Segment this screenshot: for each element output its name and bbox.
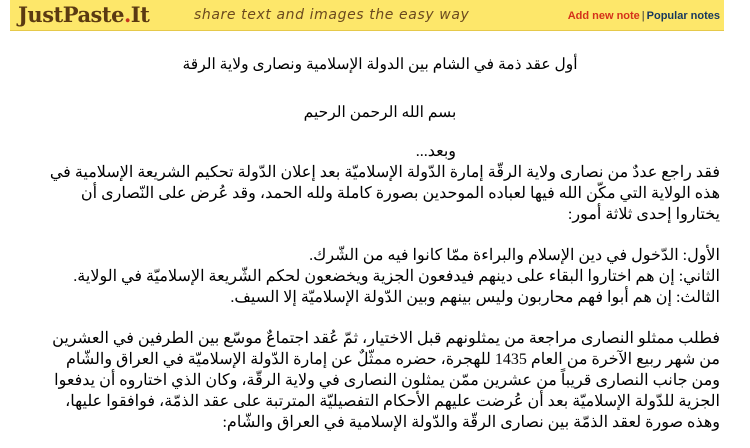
- logo-tail-text: It: [130, 2, 150, 27]
- site-logo[interactable]: [18, 4, 149, 26]
- document-title: أول عقد ذمة في الشام بين الدولة الإسلامية ونصارى ولاية الرقة: [182, 56, 578, 73]
- nav-separator: |: [641, 10, 645, 22]
- option-second: الثاني: إن هم اختاروا البقاء على دينهم فيدفعون الجزية ويخضعون لحكم الشّريعة الإسلاميّة في الولاية.: [73, 268, 720, 285]
- intro-paragraph: فقد راجع عددٌ من نصارى ولاية الرقّة إمارة الدّولة الإسلاميّة بعد إعلان الدّولة تحكيم الشريعة الإسلامية في هذه الولاية التي مكّن الله فيها لعباده الموحدين بصورة كاملة ولله الحمد، وقد عُرض على النّصارى أن يختاروا إحدى ثلاثة أمور:: [49, 164, 720, 223]
- spacer: [40, 308, 720, 328]
- popular-notes-link[interactable]: Popular notes: [646, 10, 720, 22]
- wabaad-line: وبعد...: [415, 143, 456, 160]
- spacer: [40, 225, 720, 245]
- site-tagline: share text and images the easy way: [194, 7, 470, 23]
- add-new-note-link[interactable]: Add new note: [567, 10, 640, 22]
- logo-main-text: JustPaste: [18, 2, 124, 27]
- note-content: [40, 30, 720, 448]
- bismillah-line: بسم الله الرحمن الرحيم: [303, 104, 457, 121]
- site-header: [10, 0, 724, 31]
- option-third: الثالث: إن هم أبوا فهم محاربون وليس بينهم وبين الدّولة الإسلاميّة إلا السيف.: [230, 289, 720, 306]
- meeting-paragraph: فطلب ممثلو النصارى مراجعة من يمثلونهم قبل الاختيار، ثمّ عُقد اجتماعٌ موسّع بين الطرفين في العشرين من شهر ربيع الآخرة من العام 1435 للهجرة، حضره ممثّلٌ عن إمارة الدّولة الإسلاميّة في العراق والشّام ومن جانب النصارى قريباً من عشرين ممّن يمثلون النصارى في ولاية الرقّة، وكان الذي اختاروه أن يدفعوا الجزية للدّولة الإسلاميّة بعد أن عُرضت عليهم الأحكام التفصيليّة المترتبة على عقد الذمّة، فوافقوا عليها، وهذه صورة لعقد الذمّة بين نصارى الرقّة والدّولة الإسلامية في العراق والشّام:: [52, 330, 720, 431]
- option-first: الأول: الدّخول في دين الإسلام والبراءة ممّا كانوا فيه من الشّرك.: [309, 247, 720, 264]
- logo-dot: .: [123, 2, 131, 27]
- header-nav: [568, 10, 720, 22]
